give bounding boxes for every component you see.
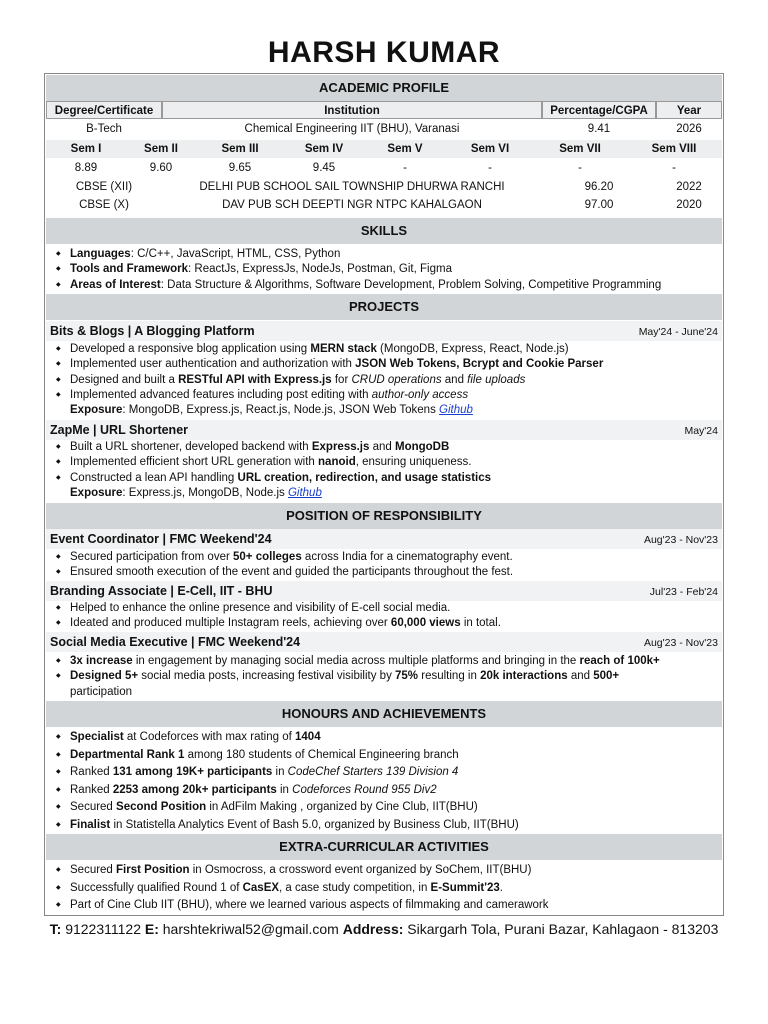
list-item: ◆ Ideated and produced multiple Instagram reels, achieving over 60,000 views in total. — [56, 616, 716, 631]
github-link[interactable]: Github — [287, 486, 322, 499]
project-heading-zapme — [46, 420, 722, 440]
academic-row-btech — [46, 120, 722, 138]
list-item: ◆ Tools and Framework: ReactJs, ExpressJs, NodeJs, Postman, Git, Figma — [56, 262, 716, 277]
sem-value-3: 9.65 — [228, 162, 252, 174]
list-item: ◆ Ranked 2253 among 20k+ participants in Codeforces Round 955 Div2 — [56, 782, 716, 800]
list-item: ◆ Helped to enhance the online presence and visibility of E-cell social media. — [56, 601, 716, 616]
section-skills: SKILLS — [46, 218, 722, 244]
section-projects: PROJECTS — [46, 294, 722, 320]
exposure-line: Exposure: MongoDB, Express.js, React.js, Node.js, JSON Web Tokens Github — [70, 404, 473, 417]
list-item: ◆ Built a URL shortener, developed backend with Express.js and MongoDB — [56, 440, 716, 455]
address-label: Address: — [342, 921, 404, 937]
academic-table-header — [46, 101, 722, 119]
project-date: May'24 - June'24 — [638, 326, 718, 338]
institution-cbse12: DELHI PUB SCHOOL SAIL TOWNSHIP DHURWA RANCHI — [199, 181, 505, 193]
role-social-media-executive-bullets — [56, 654, 716, 700]
sem-value-4: 9.45 — [312, 162, 336, 174]
degree-btech: B-Tech — [86, 123, 122, 135]
role-date: Jul'23 - Feb'24 — [649, 586, 718, 598]
header-year: Year — [656, 101, 722, 119]
role-date: Aug'23 - Nov'23 — [643, 637, 718, 649]
email-label: E: — [144, 921, 159, 937]
list-item: ◆ Designed 5+ social media posts, increasing festival visibility by 75% resulting in 20k interactions and 500+ — [56, 669, 716, 684]
project-title: ZapMe | URL Shortener — [50, 423, 189, 437]
phone-label: T: — [49, 921, 62, 937]
section-honours-achievements: HONOURS AND ACHIEVEMENTS — [46, 701, 722, 727]
academic-row-cbse10 — [46, 196, 722, 214]
sem-header-2: Sem II — [144, 143, 178, 155]
candidate-name: HARSH KUMAR — [267, 36, 501, 69]
list-item: ◆ Developed a responsive blog application using MERN stack (MongoDB, Express, React, Node.js) — [56, 342, 716, 357]
year-btech: 2026 — [676, 123, 702, 135]
year-cbse10: 2020 — [676, 199, 702, 211]
year-cbse12: 2022 — [676, 181, 702, 193]
project-date: May'24 — [684, 425, 718, 437]
header-percentage: Percentage/CGPA — [542, 101, 656, 119]
list-item: ◆ Departmental Rank 1 among 180 students of Chemical Engineering branch — [56, 747, 716, 765]
semester-values-row — [46, 159, 722, 177]
list-item: ◆ Implemented efficient short URL generation with nanoid, ensuring uniqueness. — [56, 455, 716, 470]
percentage-cbse10: 97.00 — [584, 199, 614, 211]
section-academic-profile: ACADEMIC PROFILE — [46, 75, 722, 101]
role-event-coordinator-bullets — [56, 550, 716, 581]
sem-header-1: Sem I — [70, 143, 102, 155]
list-item-continuation: participation — [70, 685, 133, 698]
exposure-line: Exposure: Express.js, MongoDB, Node.js Github — [70, 486, 322, 499]
section-extra-curricular: EXTRA-CURRICULAR ACTIVITIES — [46, 834, 722, 860]
list-item: ◆ Part of Cine Club IIT (BHU), where we learned various aspects of filmmaking and camerawork — [56, 897, 716, 915]
list-item: ◆ Designed and built a RESTful API with Express.js for CRUD operations and file uploads — [56, 373, 716, 388]
role-title: Social Media Executive | FMC Weekend'24 — [50, 635, 301, 649]
list-item: ◆ Successfully qualified Round 1 of CasEX, a case study competition, in E-Summit'23. — [56, 880, 716, 898]
sem-value-7: - — [578, 162, 582, 174]
role-branding-associate-bullets — [56, 601, 716, 632]
skills-list — [56, 247, 716, 293]
contact-footer — [44, 920, 724, 939]
sem-header-7: Sem VII — [559, 143, 601, 155]
role-heading-branding-associate — [46, 581, 722, 601]
list-item: ◆ Implemented user authentication and authorization with JSON Web Tokens, Bcrypt and Cookie Parser — [56, 357, 716, 372]
sem-value-1: 8.89 — [74, 162, 98, 174]
percentage-cbse12: 96.20 — [584, 181, 614, 193]
project-title: Bits & Blogs | A Blogging Platform — [50, 324, 255, 338]
institution-cbse10: DAV PUB SCH DEEPTI NGR NTPC KAHALGAON — [222, 199, 482, 211]
list-item: ◆ Ranked 131 among 19K+ participants in CodeChef Starters 139 Division 4 — [56, 764, 716, 782]
list-item: ◆ Specialist at Codeforces with max rating of 1404 — [56, 729, 716, 747]
role-heading-event-coordinator — [46, 529, 722, 549]
list-item: ◆ Ensured smooth execution of the event and guided the participants throughout the fest. — [56, 565, 716, 580]
cgpa-btech: 9.41 — [587, 123, 611, 135]
sem-header-6: Sem VI — [470, 143, 510, 155]
role-title: Branding Associate | E-Cell, IIT - BHU — [50, 584, 273, 598]
role-date: Aug'23 - Nov'23 — [643, 534, 718, 546]
degree-cbse10: CBSE (X) — [79, 199, 129, 211]
email-address: harshtekriwal52@gmail.com — [158, 921, 343, 937]
list-item: ◆ Secured First Position in Osmocross, a crossword event organized by SoChem, IIT(BHU) — [56, 862, 716, 880]
list-item: ◆ 3x increase in engagement by managing social media across multiple platforms and bringing in the reach of 100k+ — [56, 654, 716, 669]
list-item: ◆ Finalist in Statistella Analytics Event of Bash 5.0, organized by Business Club, IIT(BHU) — [56, 817, 716, 835]
project-bits-blogs-bullets — [56, 342, 716, 418]
sem-value-6: - — [488, 162, 492, 174]
phone-number: 9122311122 — [61, 921, 145, 937]
semester-header-row — [46, 140, 722, 158]
sem-header-4: Sem IV — [304, 143, 344, 155]
section-position-of-responsibility: POSITION OF RESPONSIBILITY — [46, 503, 722, 529]
degree-cbse12: CBSE (XII) — [75, 181, 133, 193]
list-item: ◆ Implemented advanced features including post editing with author-only access — [56, 388, 716, 403]
role-title: Event Coordinator | FMC Weekend'24 — [50, 532, 272, 546]
list-item: ◆ Languages: C/C++, JavaScript, HTML, CSS, Python — [56, 247, 716, 262]
header-institution: Institution — [162, 101, 542, 119]
list-item: ◆ Secured Second Position in AdFilm Making , organized by Cine Club, IIT(BHU) — [56, 799, 716, 817]
sem-header-3: Sem III — [221, 143, 259, 155]
list-item: ◆ Areas of Interest: Data Structure & Algorithms, Software Development, Problem Solving, Competitive Programming — [56, 278, 716, 293]
sem-header-5: Sem V — [387, 143, 423, 155]
project-heading-bits-blogs — [46, 321, 722, 341]
sem-header-8: Sem VIII — [651, 143, 697, 155]
address: Sikargarh Tola, Purani Bazar, Kahlagaon - 813203 — [403, 921, 719, 937]
list-item: ◆ Constructed a lean API handling URL creation, redirection, and usage statistics — [56, 471, 716, 486]
project-zapme-bullets — [56, 440, 716, 501]
header-degree: Degree/Certificate — [46, 101, 162, 119]
institution-btech: Chemical Engineering IIT (BHU), Varanasi — [244, 123, 460, 135]
sem-value-8: - — [672, 162, 676, 174]
github-link[interactable]: Github — [439, 404, 473, 417]
list-item: ◆ Secured participation from over 50+ colleges across India for a cinematography event. — [56, 550, 716, 565]
sem-value-5: - — [403, 162, 407, 174]
role-heading-social-media-executive — [46, 632, 722, 652]
sem-value-2: 9.60 — [149, 162, 173, 174]
academic-row-cbse12 — [46, 178, 722, 196]
extra-curricular-list — [56, 862, 716, 915]
honours-list — [56, 729, 716, 835]
